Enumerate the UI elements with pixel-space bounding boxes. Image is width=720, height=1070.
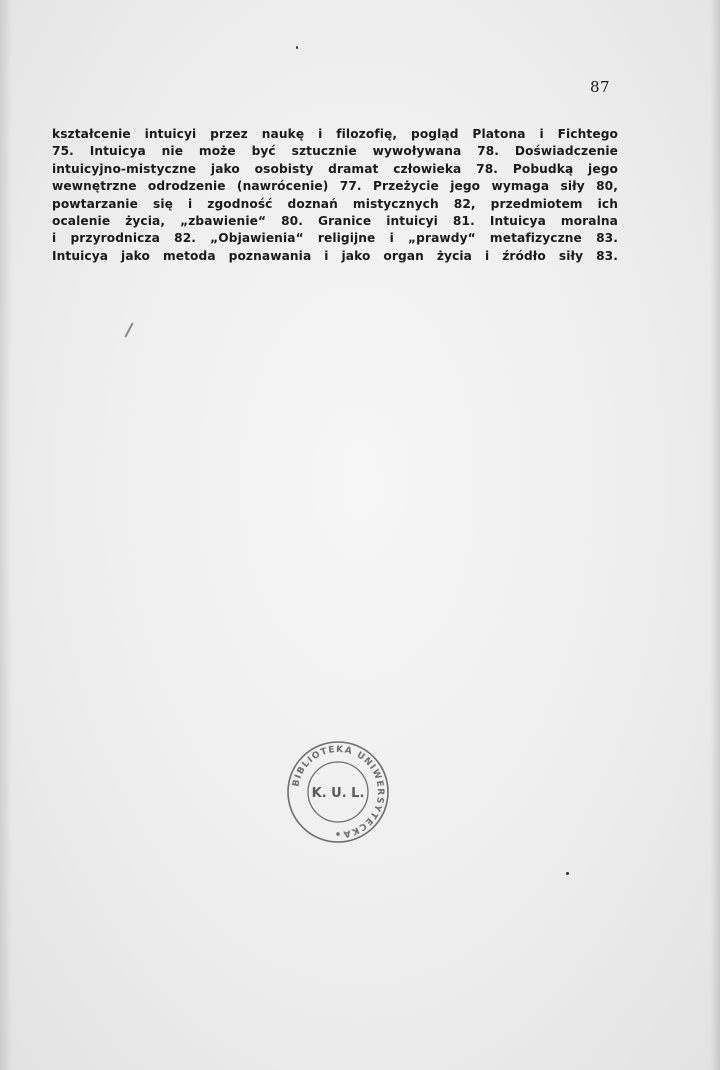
text-line: wewnętrzne odrodzenie (nawrócenie) 77. Przeżycie jego wymaga siły 80, [52, 179, 618, 194]
stamp-center-text: K. U. L. [311, 786, 365, 801]
page-edge-shadow-right [710, 0, 720, 1070]
text-line: ocalenie życia, „zbawienie“ 80. Granice intuicyi 81. Intuicya moralna [52, 214, 618, 229]
page-number: 87 [590, 78, 611, 96]
stamp-dot [336, 832, 340, 836]
stamp-ring-text: BIBLIOTEKA UNIWERSYTECKA [291, 744, 386, 839]
text-line: 75. Intuicya nie może być sztucznie wywoływana 78. Doświadczenie [52, 144, 618, 159]
text-line: Intuicya jako metoda poznawania i jako organ życia i źródło siły 83. [52, 248, 618, 263]
table-of-contents-paragraph [52, 126, 618, 265]
text-line: i przyrodnicza 82. „Objawienia“ religijne i „prawdy“ metafizyczne 83. [52, 231, 618, 246]
pencil-mark [124, 322, 133, 337]
stamp-svg [284, 738, 392, 846]
library-stamp [284, 738, 392, 846]
text-line: powtarzanie się i zgodność doznań mistycznych 82, przedmiotem ich [52, 196, 618, 211]
text-line: intuicyjno-mistyczne jako osobisty dramat człowieka 78. Pobudką jego [52, 161, 618, 176]
dust-speck [566, 872, 569, 875]
dust-speck [296, 46, 298, 49]
text-line: kształcenie intuicyi przez naukę i filozofię, pogląd Platona i Fichtego [52, 127, 618, 141]
page-edge-shadow-left [0, 0, 12, 1070]
